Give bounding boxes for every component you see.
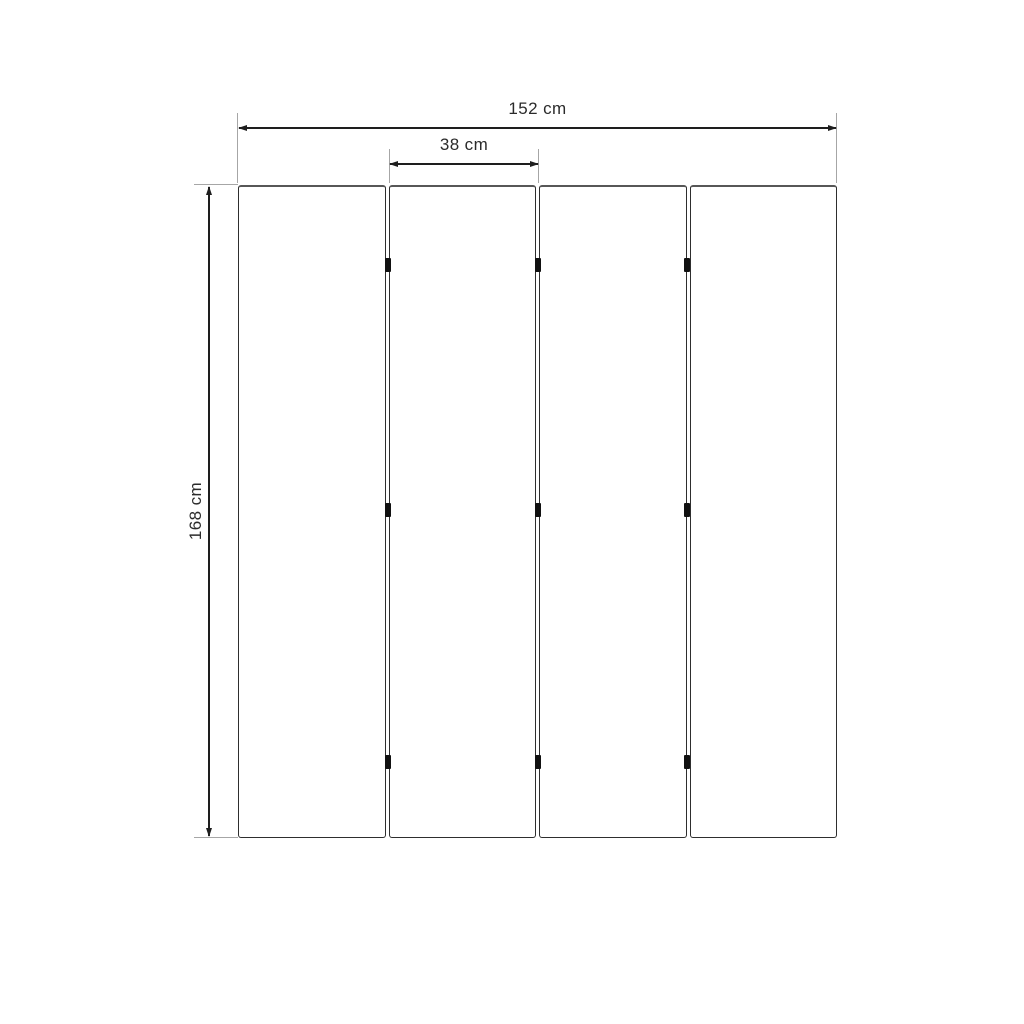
total-width-label: 152 cm bbox=[508, 99, 567, 118]
panel-2 bbox=[389, 185, 537, 838]
hinge bbox=[385, 755, 391, 769]
panel-4 bbox=[690, 185, 838, 838]
panel-3 bbox=[539, 185, 687, 838]
arrowhead-up-icon bbox=[206, 186, 212, 195]
dimension-line bbox=[390, 163, 538, 165]
screen-panels bbox=[238, 185, 837, 838]
extension-line-height-bottom bbox=[194, 837, 238, 838]
dimension-line bbox=[208, 187, 210, 836]
arrowhead-left-icon bbox=[389, 161, 398, 167]
panel-1 bbox=[238, 185, 386, 838]
hinge bbox=[535, 258, 541, 272]
arrowhead-down-icon bbox=[206, 828, 212, 837]
arrowhead-right-icon bbox=[828, 125, 837, 131]
dimension-total-width bbox=[238, 121, 837, 135]
hinge bbox=[385, 503, 391, 517]
dimension-panel-width bbox=[389, 157, 539, 171]
panel-width-label: 38 cm bbox=[439, 135, 489, 154]
arrowhead-left-icon bbox=[238, 125, 247, 131]
dimension-diagram: 152 cm 38 cm 168 cm bbox=[0, 0, 1024, 1024]
hinge bbox=[385, 258, 391, 272]
hinge bbox=[535, 755, 541, 769]
extension-line-height-top bbox=[194, 184, 238, 185]
hinge bbox=[684, 755, 690, 769]
hinge bbox=[684, 503, 690, 517]
hinge bbox=[535, 503, 541, 517]
hinge bbox=[684, 258, 690, 272]
dimension-line bbox=[239, 127, 836, 129]
arrowhead-right-icon bbox=[530, 161, 539, 167]
